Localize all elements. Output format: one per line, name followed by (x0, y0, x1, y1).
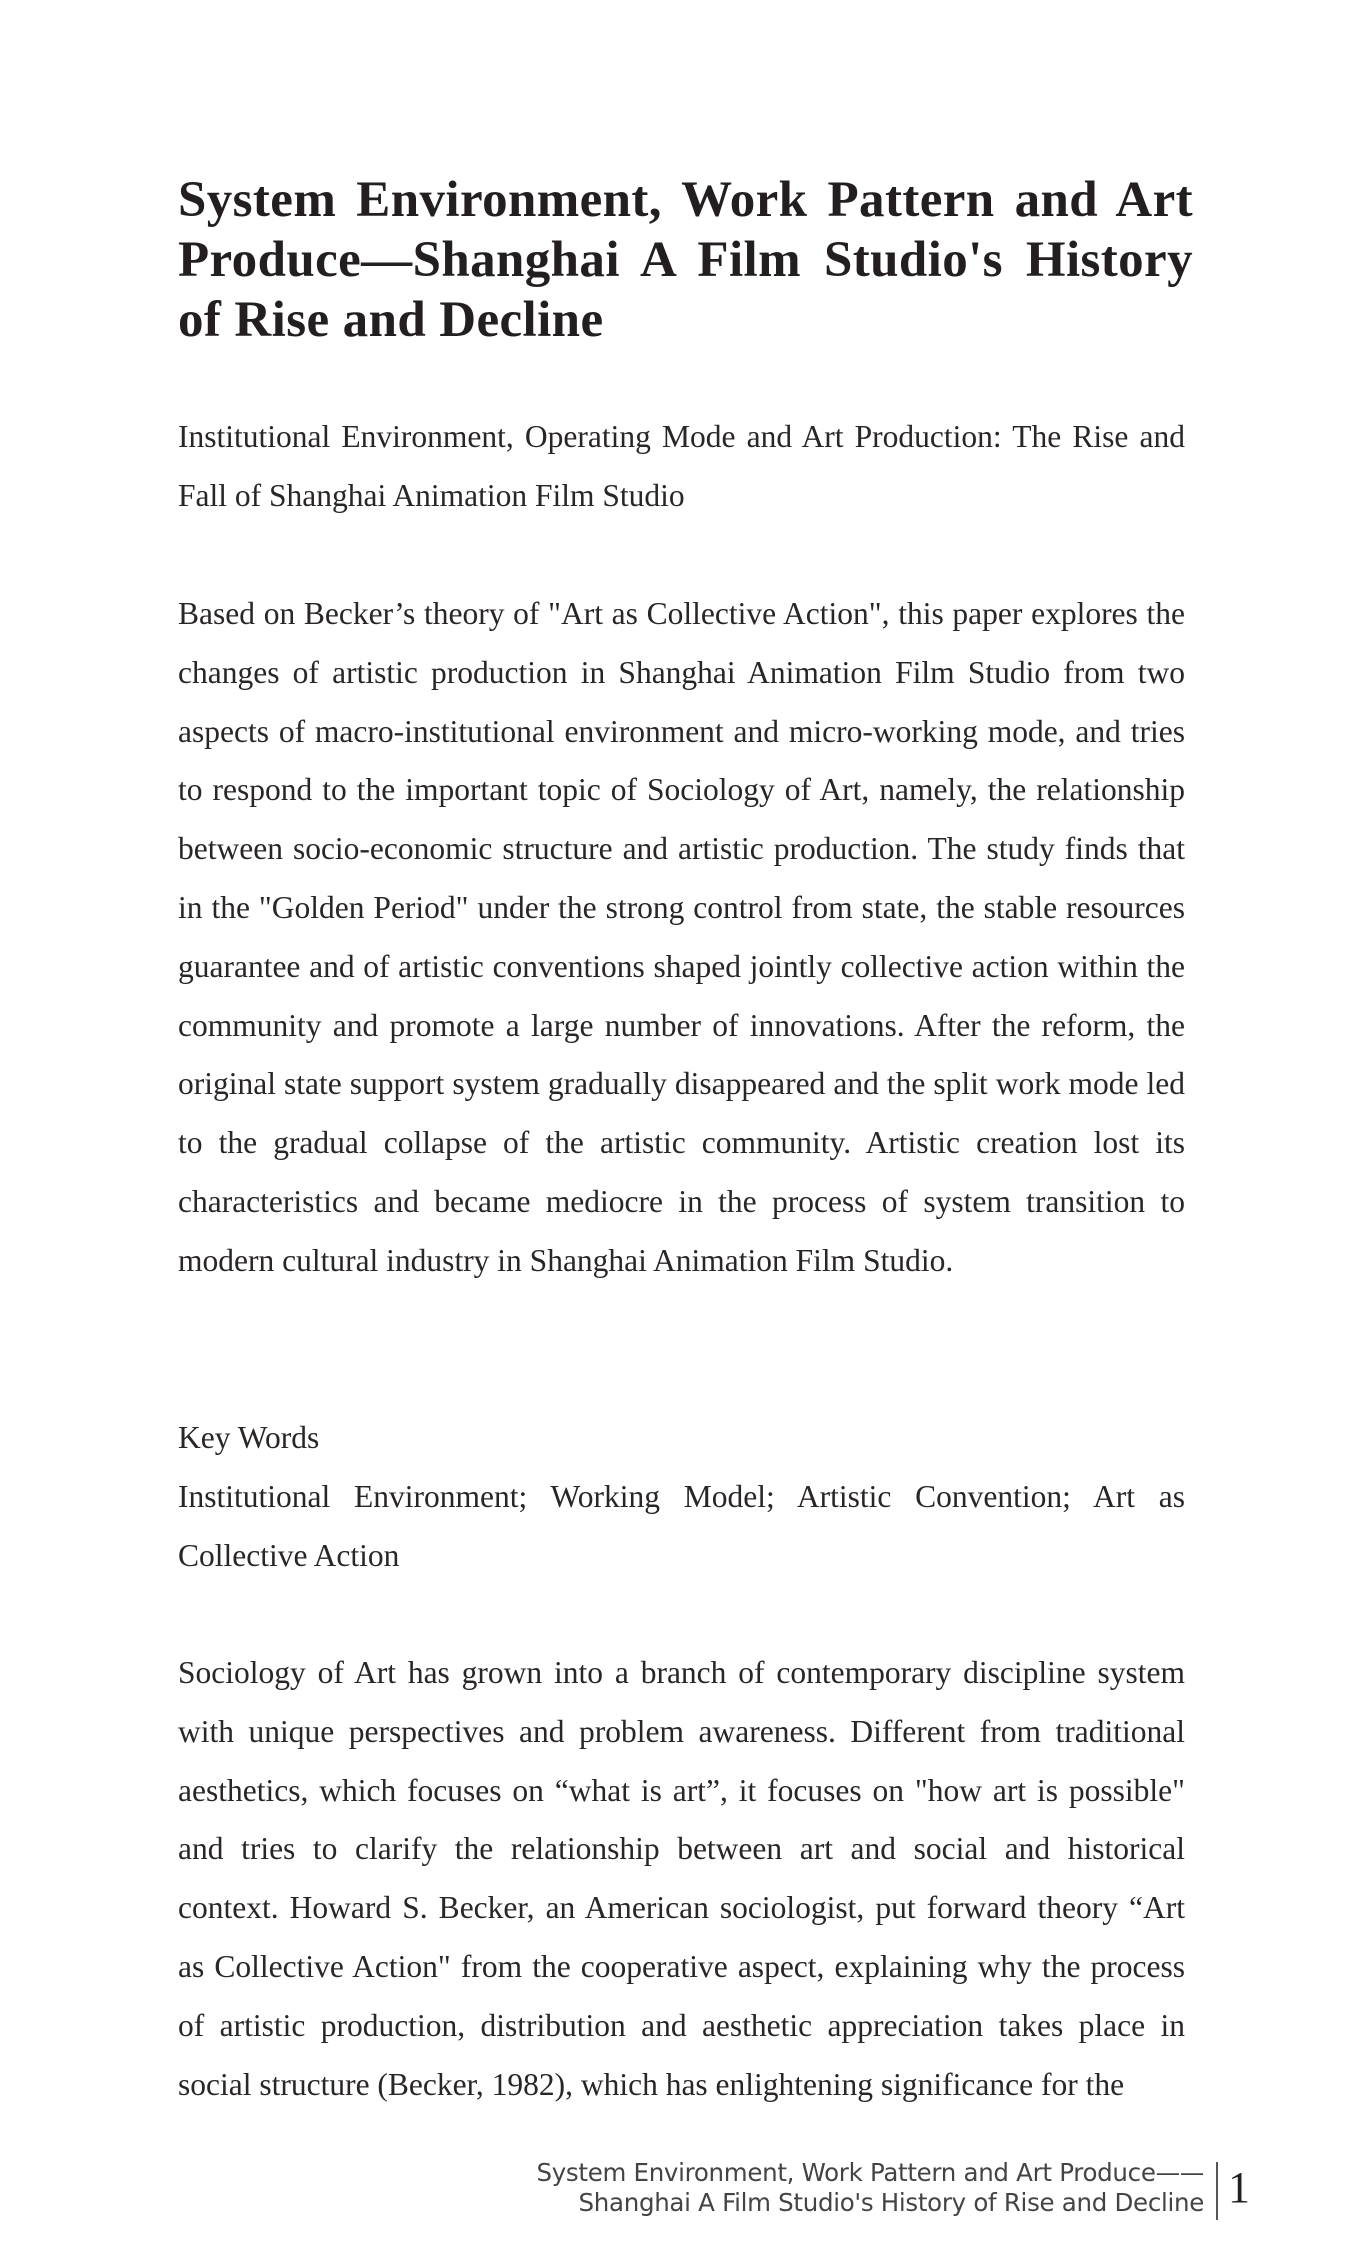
keywords-list: Institutional Environment; Working Model; Artistic Convention; Art as Collective Action (178, 1479, 1185, 1573)
intro-paragraph: Sociology of Art has grown into a branch of contemporary discipline system with unique perspectives and problem awareness. Different from traditional aesthetics, which focuses on “what is art”, it focuses on "how art is possible" and tries to clarify the relationship between art and social and historical context. Howard S. Becker, an American sociologist, put forward theory “Art as Collective Action" from the cooperative aspect, explaining why the process of artistic production, distribution and aesthetic appreciation takes place in social structure (Becker, 1982), which has enlightening significance for the (178, 1655, 1185, 2102)
page-number: 1 (1228, 2163, 1250, 2212)
paper-subtitle: Institutional Environment, Operating Mode and Art Production: The Rise and Fall of Shanghai Animation Film Studio (178, 419, 1185, 513)
abstract-paragraph: Based on Becker’s theory of "Art as Collective Action", this paper explores the changes of artistic production in Shanghai Animation Film Studio from two aspects of macro-institutional environment and micro-working mode, and tries to respond to the important topic of Sociology of Art, namely, the relationship between socio-economic structure and artistic production. The study finds that in the "Golden Period" under the strong control from state, the stable resources guarantee and of artistic conventions shaped jointly collective action within the community and promote a large number of innovations. After the reform, the original state support system gradually disappeared and the split work mode led to the gradual collapse of the artistic community. Artistic creation lost its characteristics and became mediocre in the process of system transition to modern cultural industry in Shanghai Animation Film Studio. (178, 596, 1185, 1278)
running-head-line-1: System Environment, Work Pattern and Art Produce—— (536, 2158, 1204, 2187)
keywords-label: Key Words (178, 1420, 320, 1455)
page-footer (536, 2158, 1250, 2230)
running-head (536, 2158, 1204, 2218)
footer-divider (1216, 2162, 1218, 2220)
running-head-line-2: Shanghai A Film Studio's History of Rise and Decline (578, 2188, 1204, 2217)
paper-title: System Environment, Work Pattern and Art Produce—Shanghai A Film Studio's History of Rise and Decline (178, 172, 1193, 348)
